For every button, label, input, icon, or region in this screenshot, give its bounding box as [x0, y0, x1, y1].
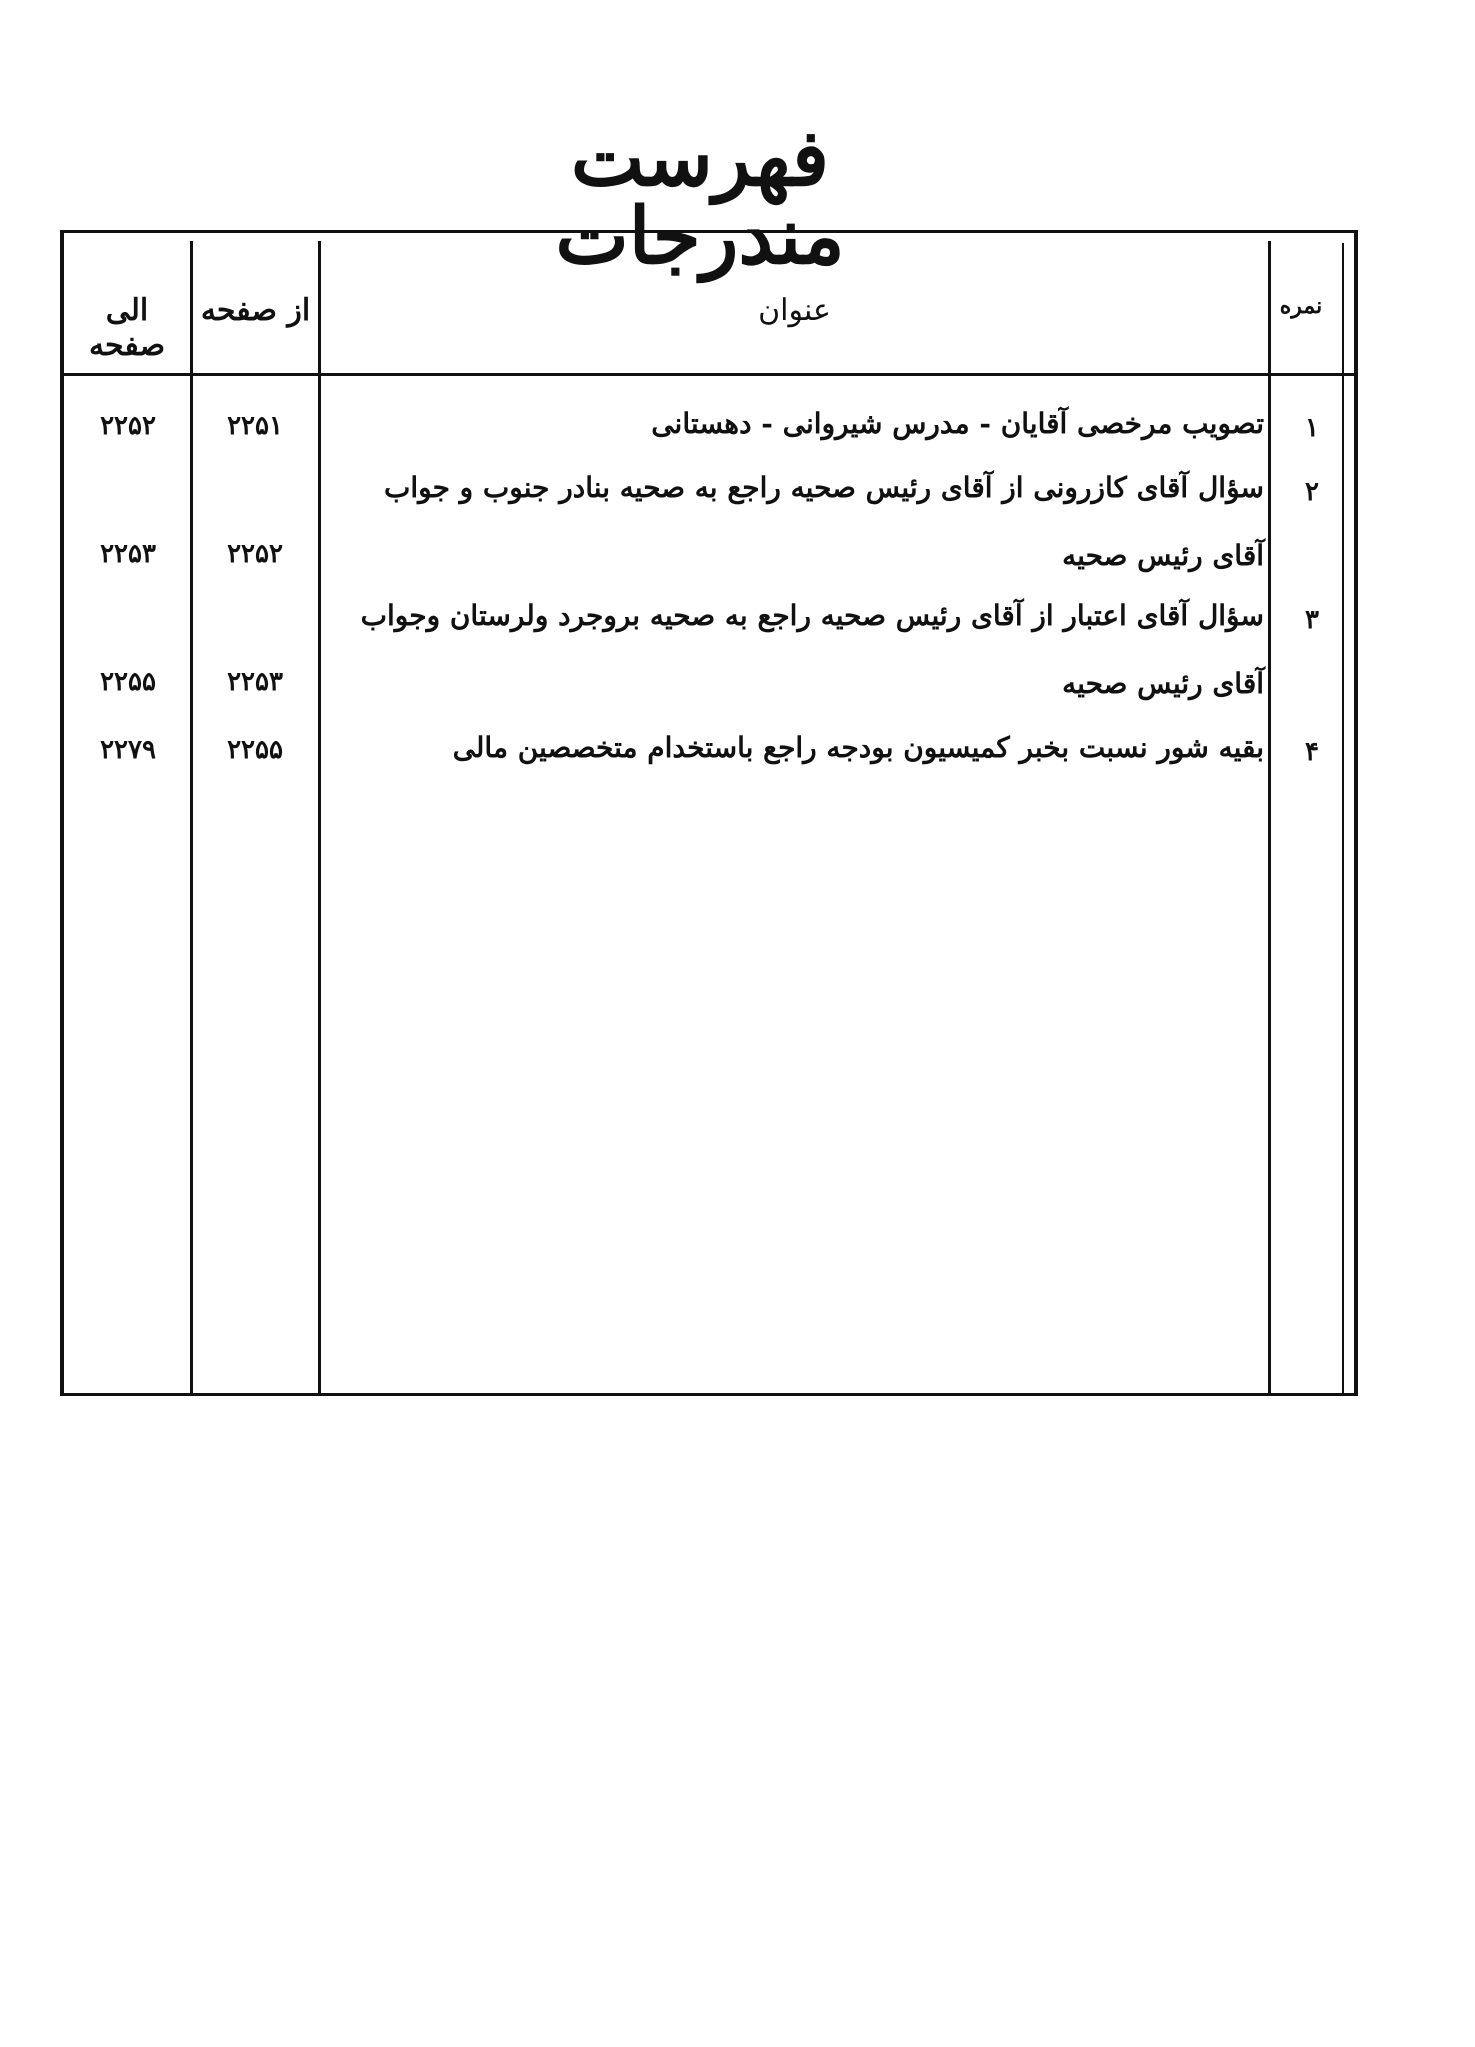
row-from-page: ۲۲۵۳	[227, 667, 283, 697]
header-to-page: الی صفحه	[88, 293, 166, 363]
column-divider	[318, 241, 321, 1393]
page-title: فهرست مندرجات	[555, 113, 845, 282]
row-subject-line: بقیه شور نسبت بخبر کمیسیون بودجه راجع باستخدام متخصصین مالی	[452, 731, 1264, 764]
row-from-page: ۲۲۵۱	[227, 411, 283, 441]
row-number: ۲	[1305, 477, 1319, 507]
row-from-page: ۲۲۵۵	[227, 735, 283, 765]
column-divider	[190, 241, 193, 1393]
header-divider	[64, 373, 1354, 376]
column-divider	[1268, 241, 1271, 1393]
row-number: ۱	[1305, 413, 1319, 443]
row-subject-line: تصویب مرخصی آقایان - مدرس شیروانی - دهستانی	[651, 407, 1264, 440]
row-to-page: ۲۲۵۵	[100, 667, 156, 697]
row-subject-line: سؤال آقای اعتبار از آقای رئیس صحیه راجع به صحیه بروجرد ولرستان وجواب	[360, 599, 1264, 632]
header-number: نمره	[1279, 293, 1323, 319]
row-to-page: ۲۲۷۹	[100, 735, 156, 765]
row-number: ۴	[1305, 737, 1319, 767]
header-subject: عنوان	[758, 293, 831, 328]
row-number: ۳	[1305, 605, 1319, 635]
row-to-page: ۲۲۵۲	[100, 411, 156, 441]
row-subject-line: آقای رئیس صحیه	[1062, 539, 1264, 572]
row-to-page: ۲۲۵۳	[100, 539, 156, 569]
table-inner-border	[1342, 243, 1344, 1393]
contents-table	[60, 230, 1358, 1396]
row-subject-line: آقای رئیس صحیه	[1062, 667, 1264, 700]
row-subject-line: سؤال آقای کازرونی از آقای رئیس صحیه راجع به صحیه بنادر جنوب و جواب	[383, 471, 1264, 504]
row-from-page: ۲۲۵۲	[227, 539, 283, 569]
header-from-page: از صفحه	[200, 293, 311, 328]
